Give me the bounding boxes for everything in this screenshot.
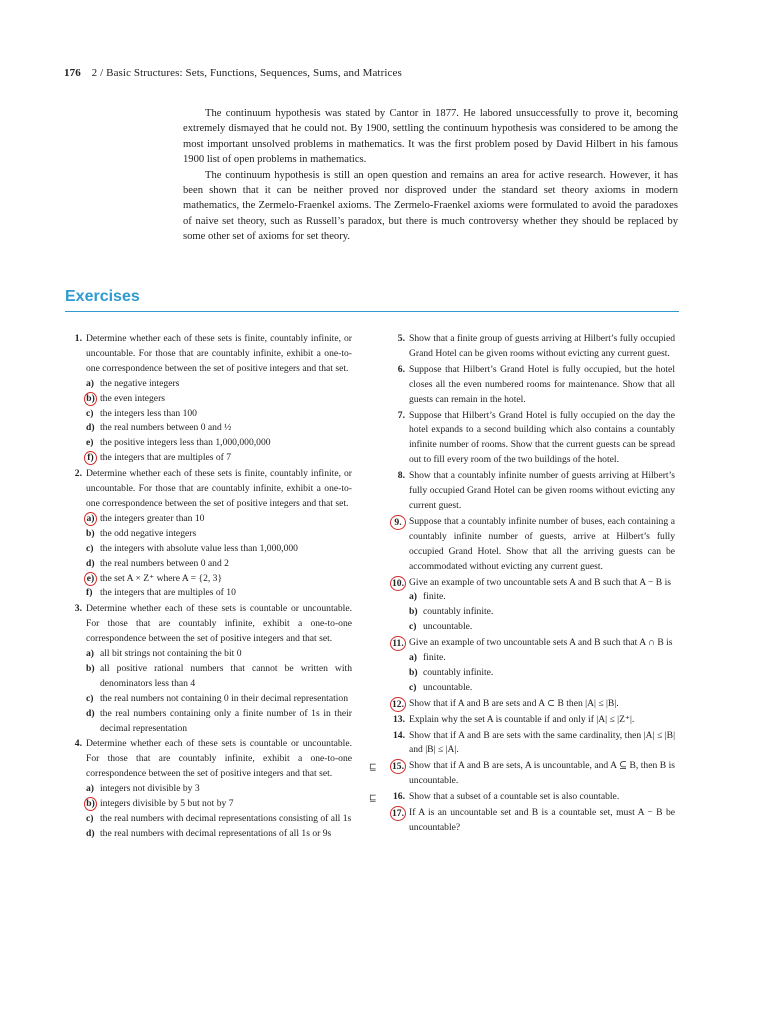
exercise-parts: [86, 782, 352, 842]
exercises-right-column: [369, 332, 675, 836]
part-text: the set A × Z⁺ where A = {2, 3}: [100, 572, 223, 584]
part-label: c): [86, 542, 94, 554]
exercise-part: [409, 590, 675, 605]
exercise-text: Show that a countably infinite number of guests arriving at Hilbert’s fully occupied Grand Hotel can be given rooms without evicting any current guest.: [409, 470, 675, 511]
part-label: b): [84, 797, 97, 811]
part-text: the integers greater than 10: [100, 512, 205, 524]
part-text: integers not divisible by 3: [100, 783, 200, 795]
part-label: b): [409, 666, 418, 678]
exercise-number: 15.: [392, 761, 404, 773]
part-label: e): [86, 437, 94, 449]
part-text: the odd negative integers: [100, 527, 197, 539]
part-text: the negative integers: [100, 377, 180, 389]
part-label: c): [86, 813, 94, 824]
exercises-left-column: [66, 332, 352, 842]
exercise-number: 9.: [390, 515, 406, 530]
part-label: a): [86, 783, 94, 795]
exercise-14: [389, 729, 675, 759]
exercise-part: [86, 377, 352, 392]
exercise-number: 17.: [392, 808, 404, 820]
exercise-11: [389, 636, 675, 696]
exercise-number: 8.: [397, 470, 405, 482]
part-text: countably infinite.: [423, 606, 494, 618]
exercise-part: [86, 421, 352, 436]
section-title: Exercises: [65, 288, 140, 305]
exercise-16: [369, 790, 675, 805]
exercise-part: [409, 651, 675, 666]
exercise-parts: [409, 590, 675, 635]
part-text: the real numbers with decimal representations of all 1s or 9s: [100, 827, 332, 839]
exercise-part: [409, 605, 675, 620]
exercise-part: [409, 666, 675, 681]
part-label: f): [86, 587, 93, 599]
page-number: 176: [64, 67, 81, 79]
part-text: the integers that are multiples of 7: [100, 452, 232, 464]
part-text: the real numbers not containing 0 in their decimal representation: [100, 692, 349, 704]
exercise-15: [369, 759, 675, 789]
exercise-part: [86, 572, 352, 587]
exercise-text: Explain why the set A is countable if and only if |A| ≤ |Z⁺|.: [409, 713, 635, 725]
exercise-7: [389, 409, 675, 469]
exercise-6: [389, 363, 675, 408]
part-label: c): [409, 681, 417, 693]
exercise-number: 13.: [393, 713, 405, 725]
part-text: the real numbers between 0 and ½: [100, 422, 232, 434]
exercise-text: Suppose that Hilbert’s Grand Hotel is fully occupied on the day the hotel expands to a second building which also contains a countably infinite number of rooms. Show that the current guests can be spread out to fill every room of the two buildings of the hotel.: [409, 409, 675, 466]
exercise-part: [86, 812, 352, 827]
exercise-part: [86, 647, 352, 662]
margin-mark-icon: ⊑: [369, 793, 377, 804]
exercise-text: Give an example of two uncountable sets A and B such that A ∩ B is: [409, 637, 673, 649]
part-text: countably infinite.: [423, 666, 494, 678]
exercise-4: [66, 737, 352, 841]
exercise-number: 6.: [397, 363, 405, 375]
exercise-text: Determine whether each of these sets is countable or uncountable. For those that are countably infinite, exhibit a one-to-one correspondence between the set of positive integers and that set.: [86, 738, 352, 780]
part-label: d): [86, 422, 95, 434]
exercise-number: 3.: [74, 603, 82, 615]
exercise-number: 10.: [392, 577, 404, 589]
exercise-part: [86, 662, 352, 692]
exercise-2: [66, 467, 352, 601]
exercise-part: [86, 392, 352, 407]
intro-text: [183, 106, 678, 245]
part-label: d): [86, 557, 95, 569]
exercise-part: [409, 681, 675, 696]
exercise-parts: [86, 512, 352, 601]
exercise-17: [389, 806, 675, 836]
exercise-3: [66, 602, 352, 736]
part-text: the real numbers containing only a finite number of 1s in their decimal representation: [100, 707, 352, 734]
exercise-number: 4.: [74, 738, 82, 750]
exercise-number: 5.: [397, 333, 405, 344]
exercise-part: [86, 436, 352, 451]
part-label: f): [84, 451, 97, 465]
part-text: finite.: [423, 652, 446, 664]
exercise-text: Show that if A and B are sets with the same cardinality, then |A| ≤ |B| and |B| ≤ |A|.: [409, 729, 675, 756]
intro-paragraph: The continuum hypothesis is still an open question and remains an area for active research. However, it has been shown that it can be neither proved nor disproved under the standard set theory axioms in modern mathematics, the Zermelo-Fraenkel axioms. The Zermelo-Fraenkel axioms were formulated to avoid the paradoxes of naive set theory, such as Russell’s paradox, but there is much controversy whether they should be replaced by some other set of axioms for set theory.: [183, 169, 678, 243]
exercise-1: [66, 332, 352, 466]
running-header: [64, 67, 402, 79]
part-text: finite.: [423, 591, 446, 603]
chapter-title: 2 / Basic Structures: Sets, Functions, Sequences, Sums, and Matrices: [91, 67, 402, 79]
exercise-parts: [86, 377, 352, 466]
exercise-text: Show that a subset of a countable set is also countable.: [409, 791, 620, 803]
exercise-9: [389, 515, 675, 575]
exercise-text: Give an example of two uncountable sets A and B such that A − B is: [409, 576, 672, 588]
part-text: integers divisible by 5 but not by 7: [100, 798, 234, 810]
part-label: d): [86, 707, 95, 719]
margin-mark-icon: ⊑: [369, 762, 377, 773]
exercise-text: Determine whether each of these sets is finite, countably infinite, or uncountable. For those that are countably infinite, exhibit a one-to-one correspondence between the set of positive integers and that set.: [86, 333, 352, 374]
part-label: b): [84, 392, 97, 406]
exercise-number: 16.: [393, 791, 405, 803]
exercise-part: [86, 557, 352, 572]
exercise-text: Suppose that Hilbert’s Grand Hotel is fully occupied, but the hotel closes all the even numbered rooms for maintenance. Show that all guests can remain in the hotel.: [409, 363, 675, 405]
part-label: a): [86, 648, 94, 660]
exercise-part: [86, 451, 352, 466]
exercise-number: 2.: [74, 468, 82, 480]
part-text: the integers less than 100: [100, 407, 197, 419]
exercise-text: Show that if A and B are sets and A ⊂ B then |A| ≤ |B|.: [409, 697, 619, 709]
exercise-part: [409, 620, 675, 635]
section-rule: [65, 311, 679, 312]
exercise-parts: [86, 647, 352, 736]
part-text: all positive rational numbers that cannot be written with denominators less than 4: [100, 662, 352, 689]
exercise-part: [86, 782, 352, 797]
part-label: b): [86, 662, 95, 674]
part-label: c): [86, 692, 94, 704]
exercise-text: Determine whether each of these sets is countable or uncountable. For those that are countably infinite, exhibit a one-to-one correspondence between the set of positive integers and that set.: [86, 603, 352, 645]
exercise-text: Show that a finite group of guests arriving at Hilbert’s fully occupied Grand Hotel can be given rooms without evicting any current guest.: [409, 333, 675, 359]
exercise-part: [86, 797, 352, 812]
part-text: uncountable.: [423, 681, 473, 693]
part-text: all bit strings not containing the bit 0: [100, 648, 242, 660]
part-text: the positive integers less than 1,000,000,000: [100, 437, 271, 449]
exercise-part: [86, 512, 352, 527]
exercise-number: 14.: [393, 729, 405, 741]
exercise-text: Suppose that a countably infinite number of buses, each containing a countably infinite number of guests, arrive at Hilbert’s fully occupied Grand Hotel. Show that all the arriving guests can be accommodated without evicting any current guest.: [409, 515, 675, 572]
exercise-text: Show that if A and B are sets, A is uncountable, and A ⊆ B, then B is uncountable.: [409, 760, 675, 787]
part-text: the even integers: [100, 392, 165, 404]
exercise-5: [389, 332, 675, 362]
exercise-part: [86, 692, 352, 707]
part-label: b): [409, 606, 418, 618]
exercise-number: 1.: [74, 333, 82, 344]
part-label: d): [86, 827, 95, 839]
part-label: a): [409, 652, 417, 664]
exercise-part: [86, 586, 352, 601]
exercise-12: [389, 697, 675, 712]
exercise-text: Determine whether each of these sets is finite, countably infinite, or uncountable. For those that are countably infinite, exhibit a one-to-one correspondence between the set of positive integers and that set.: [86, 468, 352, 509]
part-label: e): [84, 572, 97, 586]
exercise-10: [389, 576, 675, 636]
exercise-part: [86, 827, 352, 842]
part-label: a): [86, 377, 94, 389]
exercise-part: [86, 542, 352, 557]
part-text: the real numbers between 0 and 2: [100, 557, 229, 569]
exercise-parts: [409, 651, 675, 696]
part-text: the integers that are multiples of 10: [100, 587, 236, 599]
exercise-text: If A is an uncountable set and B is a countable set, must A − B be uncountable?: [409, 807, 675, 833]
exercise-number: 7.: [397, 409, 405, 421]
exercise-number: 11.: [390, 636, 406, 651]
exercise-part: [86, 407, 352, 422]
part-label: a): [409, 591, 417, 603]
part-text: the real numbers with decimal representations consisting of all 1s: [100, 813, 352, 824]
exercise-number: 12.: [392, 698, 404, 710]
part-label: c): [86, 407, 94, 419]
intro-paragraph: The continuum hypothesis was stated by Cantor in 1877. He labored unsuccessfully to prove it, becoming extremely dismayed that he could not. By 1900, settling the continuum hypothesis was considered to be among the most important unsolved problems in mathematics. It was the first problem posed by David Hilbert in his famous 1900 list of open problems in mathematics.: [183, 108, 678, 166]
part-text: uncountable.: [423, 621, 473, 633]
exercise-part: [86, 707, 352, 737]
exercise-13: [389, 713, 675, 728]
part-label: a): [84, 512, 97, 526]
exercise-part: [86, 527, 352, 542]
part-label: c): [409, 621, 417, 633]
part-label: b): [86, 527, 95, 539]
exercise-8: [389, 469, 675, 514]
part-text: the integers with absolute value less than 1,000,000: [100, 542, 298, 554]
